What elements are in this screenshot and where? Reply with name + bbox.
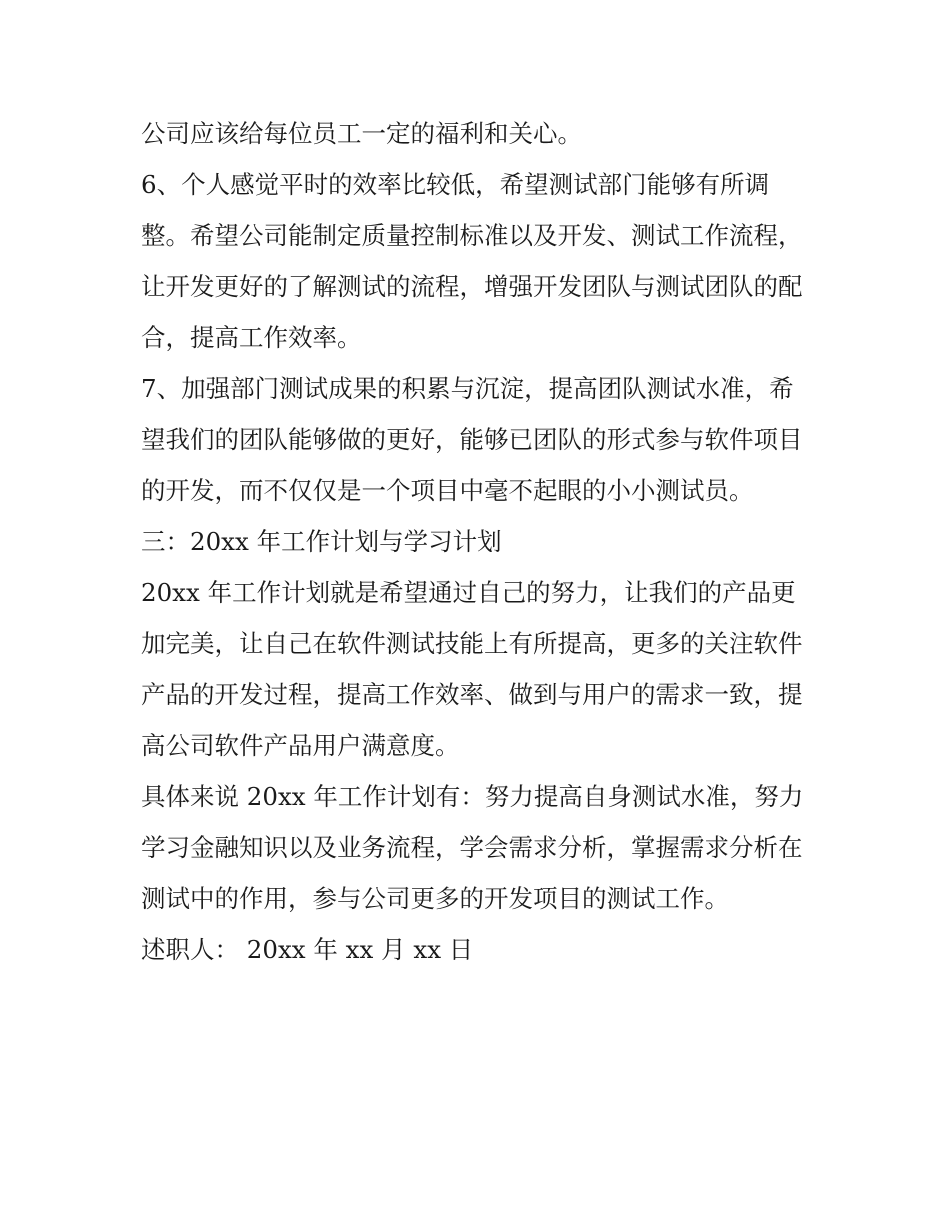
text-line: 学习金融知识以及业务流程，学会需求分析，掌握需求分析在 xyxy=(141,833,803,862)
text-line: 整。希望公司能制定质量控制标准以及开发、测试工作流程， xyxy=(141,221,803,250)
signature-line: 述职人： 20xx 年 xx 月 xx 日 xyxy=(141,935,474,964)
text-line: 加完美，让自己在软件测试技能上有所提高，更多的关注软件 xyxy=(141,629,803,658)
text-line: 望我们的团队能够做的更好，能够已团队的形式参与软件项目 xyxy=(141,425,803,454)
text-line: 高公司软件产品用户满意度。 xyxy=(141,731,460,760)
section-heading: 三：20xx 年工作计划与学习计划 xyxy=(141,527,502,556)
text-line: 让开发更好的了解测试的流程，增强开发团队与测试团队的配 xyxy=(141,272,803,301)
document-body xyxy=(141,108,821,975)
text-line: 公司应该给每位员工一定的福利和关心。 xyxy=(141,119,582,148)
text-line: 7、加强部门测试成果的积累与沉淀，提高团队测试水准，希 xyxy=(141,374,794,403)
text-line: 20xx 年工作计划就是希望通过自己的努力，让我们的产品更 xyxy=(141,578,796,607)
text-line: 具体来说 20xx 年工作计划有：努力提高自身测试水准，努力 xyxy=(141,782,804,811)
text-line: 6、个人感觉平时的效率比较低，希望测试部门能够有所调 xyxy=(141,170,770,199)
text-line: 合，提高工作效率。 xyxy=(141,323,362,352)
text-line: 的开发，而不仅仅是一个项目中毫不起眼的小小测试员。 xyxy=(141,476,754,505)
text-line: 产品的开发过程，提高工作效率、做到与用户的需求一致，提 xyxy=(141,680,803,709)
text-line: 测试中的作用，参与公司更多的开发项目的测试工作。 xyxy=(141,884,729,913)
